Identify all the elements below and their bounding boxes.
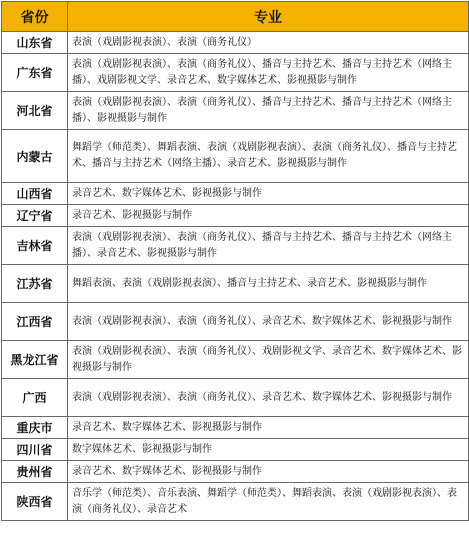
province-cell: 辽宁省: [2, 205, 68, 227]
major-cell: 录音艺术、影视摄影与制作: [68, 205, 469, 227]
table-row: [2, 32, 469, 54]
table-row: [2, 205, 469, 227]
table-row: [2, 379, 469, 417]
table-header-row: [2, 2, 469, 32]
province-cell: 吉林省: [2, 227, 68, 265]
province-cell: 广东省: [2, 54, 68, 92]
table-row: [2, 130, 469, 183]
province-cell: 陕西省: [2, 483, 68, 521]
province-cell: 山东省: [2, 32, 68, 54]
major-cell: 舞蹈学（师范类）、舞蹈表演、表演（戏剧影视表演）、表演（商务礼仪）、播音与主持艺术、播音与主持艺术（网络主播）、录音艺术、影视摄影与制作: [68, 130, 469, 183]
province-cell: 四川省: [2, 439, 68, 461]
major-cell: 表演（戏剧影视表演）、表演（商务礼仪）、录音艺术、数字媒体艺术、影视摄影与制作: [68, 379, 469, 417]
table-row: [2, 92, 469, 130]
major-cell: 表演（戏剧影视表演）、表演（商务礼仪）、录音艺术、数字媒体艺术、影视摄影与制作: [68, 303, 469, 341]
header-province: 省份: [2, 2, 68, 32]
table-row: [2, 303, 469, 341]
table-row: [2, 483, 469, 521]
table-row: [2, 439, 469, 461]
major-cell: 表演（戏剧影视表演）、表演（商务礼仪）、戏剧影视文学、录音艺术、数字媒体艺术、影视摄影与制作: [68, 341, 469, 379]
province-cell: 山西省: [2, 183, 68, 205]
major-cell: 表演（戏剧影视表演）、表演（商务礼仪）、播音与主持艺术、播音与主持艺术（网络主播）、录音艺术、影视摄影与制作: [68, 227, 469, 265]
major-cell: 音乐学（师范类）、音乐表演、舞蹈学（师范类）、舞蹈表演、表演（戏剧影视表演）、表演（商务礼仪）、录音艺术: [68, 483, 469, 521]
province-cell: 内蒙古: [2, 130, 68, 183]
table-row: [2, 265, 469, 303]
table-row: [2, 227, 469, 265]
major-cell: 表演（戏剧影视表演）、表演（商务礼仪）: [68, 32, 469, 54]
province-major-table: [1, 1, 469, 521]
province-cell: 江西省: [2, 303, 68, 341]
major-cell: 录音艺术、数字媒体艺术、影视摄影与制作: [68, 417, 469, 439]
province-cell: 广西: [2, 379, 68, 417]
table-row: [2, 54, 469, 92]
major-cell: 录音艺术、数字媒体艺术、影视摄影与制作: [68, 183, 469, 205]
province-cell: 贵州省: [2, 461, 68, 483]
table-row: [2, 461, 469, 483]
major-cell: 表演（戏剧影视表演）、表演（商务礼仪）、播音与主持艺术、播音与主持艺术（网络主播）、影视摄影与制作: [68, 92, 469, 130]
province-cell: 黑龙江省: [2, 341, 68, 379]
major-cell: 数字媒体艺术、影视摄影与制作: [68, 439, 469, 461]
province-cell: 江苏省: [2, 265, 68, 303]
major-cell: 录音艺术、数字媒体艺术、影视摄影与制作: [68, 461, 469, 483]
table-row: [2, 183, 469, 205]
table-row: [2, 417, 469, 439]
major-cell: 舞蹈表演、表演（戏剧影视表演）、播音与主持艺术、录音艺术、影视摄影与制作: [68, 265, 469, 303]
province-cell: 重庆市: [2, 417, 68, 439]
province-cell: 河北省: [2, 92, 68, 130]
header-major: 专业: [68, 2, 469, 32]
table-row: [2, 341, 469, 379]
major-cell: 表演（戏剧影视表演）、表演（商务礼仪）、播音与主持艺术、播音与主持艺术（网络主播）、戏剧影视文学、录音艺术、数字媒体艺术、影视摄影与制作: [68, 54, 469, 92]
